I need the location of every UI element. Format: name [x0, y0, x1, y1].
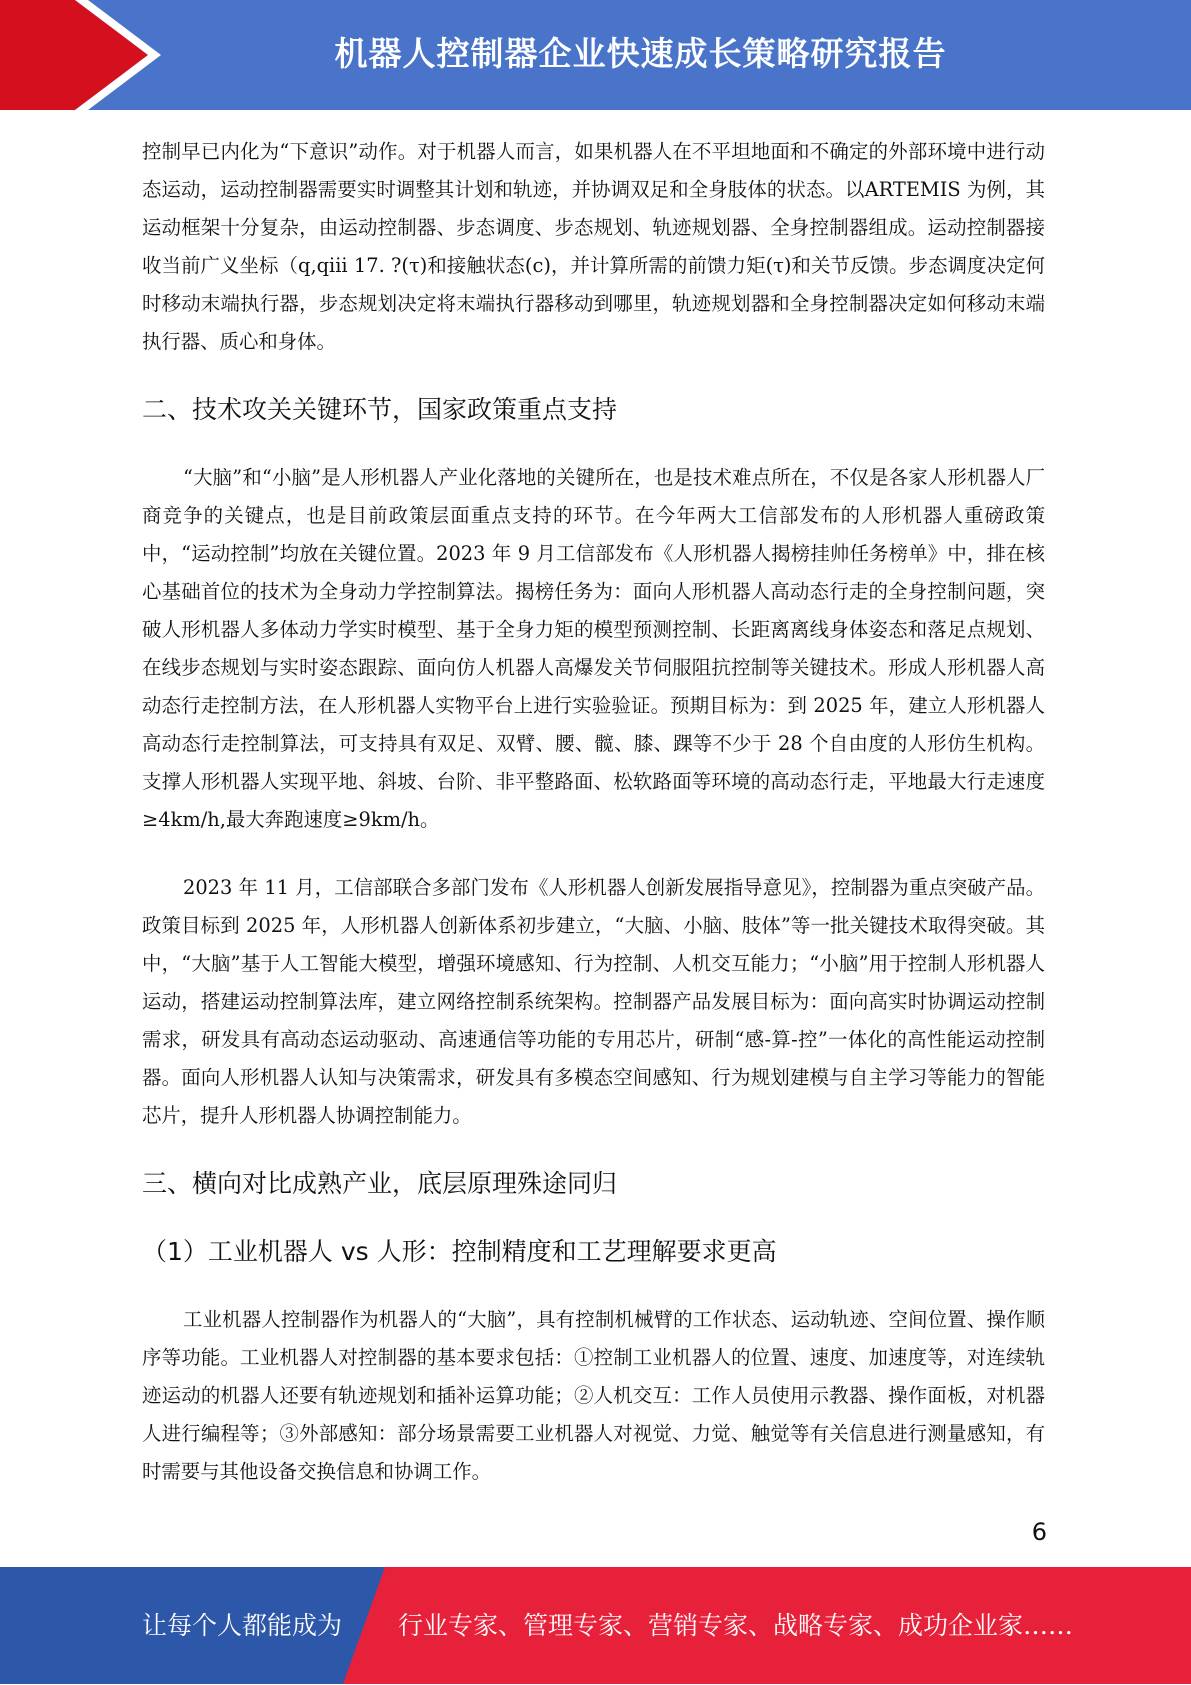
- paragraph-policy-support: “大脑”和“小脑”是人形机器人产业化落地的关键所在，也是技术难点所在，不仅是各家人形机器人厂商竞争的关键点，也是目前政策层面重点支持的环节。在今年两大工信部发布的人形机器人重磅政策中，“运动控制”均放在关键位置。2023 年 9 月工信部发布《人形机器人揭榜挂帅任务榜单》中，排在核心基础首位的技术为全身动力学控制算法。揭榜任务为：面向人形机器人高动态行走的全身控制问题，突破人形机器人多体动力学实时模型、基于全身力矩的模型预测控制、长距离离线身体姿态和落足点规划、在线步态规划与实时姿态跟踪、面向仿人机器人高爆发关节伺服阻抗控制等关键技术。形成人形机器人高动态行走控制方法，在人形机器人实物平台上进行实验验证。预期目标为：到 2025 年，建立人形机器人高动态行走控制算法，可支持具有双足、双臂、腰、髋、膝、踝等不少于 28 个自由度的人形仿生机构。支撑人形机器人实现平地、斜坡、台阶、非平整路面、松软路面等环境的高动态行走，平地最大行走速度≥4km/h,最大奔跑速度≥9km/h。: [142, 466, 1045, 831]
- header-banner: [0, 0, 1191, 110]
- footer-banner: [0, 1567, 1191, 1684]
- subsection-heading-1: （1）工业机器人 vs 人形：控制精度和工艺理解要求更高: [142, 1237, 777, 1266]
- paragraph-industrial-robot: 工业机器人控制器作为机器人的“大脑”，具有控制机械臂的工作状态、运动轨迹、空间位置、操作顺序等功能。工业机器人对控制器的基本要求包括：①控制工业机器人的位置、速度、加速度等，对连续轨迹运动的机器人还要有轨迹规划和插补运算功能；②人机交互：工作人员使用示教器、操作面板，对机器人进行编程等；③外部感知：部分场景需要工业机器人对视觉、力觉、触觉等有关信息进行测量感知，有时需要与其他设备交换信息和协调工作。: [142, 1308, 1045, 1483]
- section-heading-3: 三、横向对比成熟产业，底层原理殊途同归: [142, 1169, 618, 1198]
- section-heading-2: 二、技术攻关关键环节，国家政策重点支持: [142, 395, 618, 424]
- footer-slogan-right: 行业专家、管理专家、营销专家、战略专家、成功企业家……: [398, 1611, 1074, 1640]
- paragraph-motion-control: 控制早已内化为“下意识”动作。对于机器人而言，如果机器人在不平坦地面和不确定的外部环境中进行动态运动，运动控制器需要实时调整其计划和轨迹，并协调双足和全身肢体的状态。以ARTEMIS 为例，其运动框架十分复杂，由运动控制器、步态调度、步态规划、轨迹规划器、全身控制器组成。运动控制器接收当前广义坐标（q,qiii 17. ?(τ)和接触状态(c)，并计算所需的前馈力矩(τ)和关节反馈。步态调度决定何时移动末端执行器，步态规划决定将末端执行器移动到哪里，轨迹规划器和全身控制器决定如何移动末端执行器、质心和身体。: [142, 140, 1045, 353]
- paragraph-guidance-opinion: 2023 年 11 月，工信部联合多部门发布《人形机器人创新发展指导意见》，控制器为重点突破产品。政策目标到 2025 年，人形机器人创新体系初步建立，“大脑、小脑、肢体”等一批关键技术取得突破。其中，“大脑”基于人工智能大模型，增强环境感知、行为控制、人机交互能力；“小脑”用于控制人形机器人运动，搭建运动控制算法库，建立网络控制系统架构。控制器产品发展目标为：面向高实时协调运动控制需求，研发具有高动态运动驱动、高速通信等功能的专用芯片，研制“感-算-控”一体化的高性能运动控制器。面向人形机器人认知与决策需求，研发具有多模态空间感知、行为规划建模与自主学习等能力的智能芯片，提升人形机器人协调控制能力。: [142, 876, 1045, 1127]
- page-number: 6: [1031, 1518, 1047, 1546]
- report-title: 机器人控制器企业快速成长策略研究报告: [334, 34, 947, 73]
- footer-slogan-left: 让每个人都能成为: [142, 1611, 343, 1640]
- document-body: [142, 133, 1045, 1491]
